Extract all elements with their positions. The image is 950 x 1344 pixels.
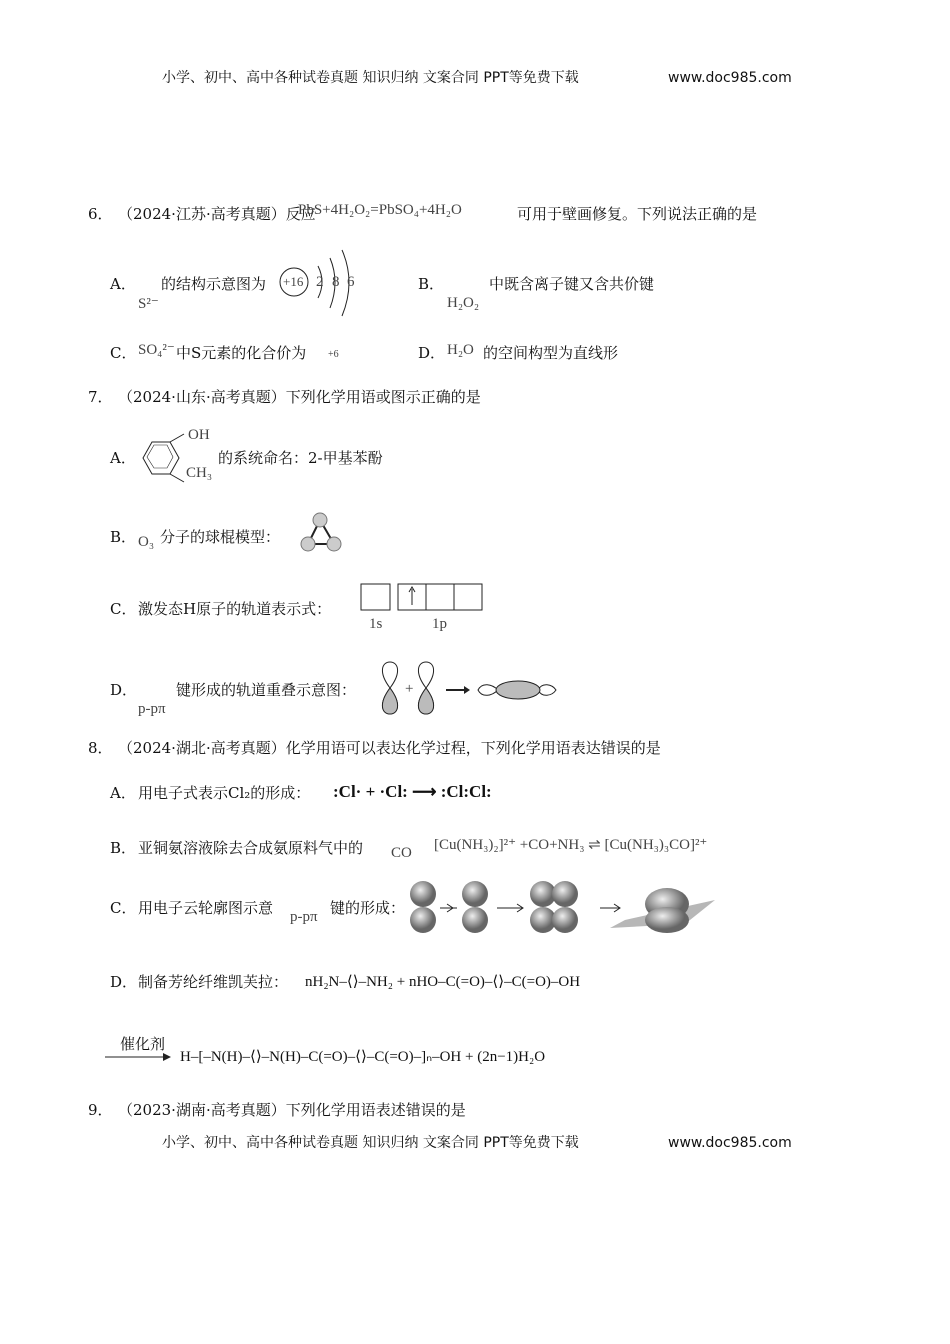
q6-a-text: 的结构示意图为 [161, 275, 267, 293]
q7-a-label: A． [110, 449, 136, 467]
q8-d-text: 制备芳纶纤维凯芙拉： [138, 973, 289, 991]
q8-d-reactants: nH₂N–⟨⟩–NH₂ + nHO–C(=O)–⟨⟩–C(=O)–OH [305, 974, 581, 990]
header-text: 小学、初中、高中各种试卷真题 知识归纳 文案合同 PPT等免费下载 [162, 70, 579, 86]
footer-text: 小学、初中、高中各种试卷真题 知识归纳 文案合同 PPT等免费下载 [162, 1135, 579, 1151]
shell-1: 2 [316, 274, 324, 290]
q6-d-text: 的空间构型为直线形 [483, 344, 619, 362]
q7-d-formula: p-pπ [138, 701, 166, 717]
orbital-boxes [360, 583, 485, 611]
label-1s: 1s [369, 616, 383, 632]
shell-3: 6 [347, 274, 355, 290]
q7-c-text: 激发态H原子的轨道表示式： [138, 600, 332, 618]
q7-a-text: 的系统命名：2-甲基苯酚 [218, 449, 383, 467]
q8-number: 8． [88, 739, 113, 757]
q7-d-text: 键形成的轨道重叠示意图： [176, 681, 357, 699]
q6-formula: PbS+4H₂O₂=PbSO₄+4H₂O [298, 202, 462, 218]
label-1p: 1p [432, 616, 447, 632]
q8-c-text: 用电子云轮廓图示意 [138, 899, 274, 917]
footer-url[interactable]: www.doc985.com [668, 1135, 792, 1151]
shell-2: 8 [332, 274, 340, 290]
q8-c-text2: 键的形成： [330, 899, 406, 917]
catalyst-label: 催化剂 [120, 1035, 166, 1053]
q8-b-label: B． [110, 839, 137, 857]
q6-stem: 可用于壁画修复。下列说法正确的是 [517, 205, 758, 223]
q8-d-product: H–[–N(H)–⟨⟩–N(H)–C(=O)–⟨⟩–C(=O)–]ₙ–OH + (2n−1)H₂O [180, 1049, 546, 1065]
q8-b-co: CO [391, 845, 412, 861]
reaction-arrow-icon [105, 1052, 175, 1062]
q7-b-text: 分子的球棍模型： [160, 528, 281, 546]
q6-d-formula: H₂O [447, 342, 474, 358]
cl2-electron-formula: :Cl· + ·Cl: ⟶ :Cl:Cl: [333, 782, 492, 801]
q7-c-label: C． [110, 600, 137, 618]
q6-b-label: B． [418, 275, 445, 293]
q8-c-formula: p-pπ [290, 909, 318, 925]
q9-stem: （2023·湖南·高考真题）下列化学用语表述错误的是 [118, 1101, 466, 1119]
electron-cloud-diagram [405, 880, 725, 936]
q6-b-formula: H₂O₂ [447, 295, 480, 311]
q6-source: （2024·江苏·高考真题）反应 [118, 205, 316, 223]
methyl-label: CH₃ [186, 465, 213, 481]
q8-a-text: 用电子式表示Cl₂的形成： [138, 784, 311, 802]
q7-b-formula: O₃ [138, 534, 155, 550]
q6-b-text: 中既含离子键又含共价键 [489, 275, 655, 293]
q7-number: 7． [88, 388, 113, 406]
q6-d-label: D． [418, 344, 446, 362]
nucleus-charge: +16 [283, 274, 304, 289]
benzene-ring-icon [140, 440, 190, 480]
hydroxyl-label: OH [188, 427, 210, 443]
q6-c-value: +6 [328, 349, 339, 360]
q9-number: 9． [88, 1101, 113, 1119]
q8-b-equation: [Cu(NH₃)₂]²⁺ +CO+NH₃ ⇌ [Cu(NH₃)₃CO]²⁺ [434, 837, 708, 853]
q6-c-formula: SO₄²⁻ [138, 342, 175, 358]
q7-stem: （2024·山东·高考真题）下列化学用语或图示正确的是 [118, 388, 481, 406]
q6-c-label: C． [110, 344, 137, 362]
q8-a-label: A． [110, 784, 136, 802]
q6-number: 6． [88, 205, 113, 223]
q8-stem: （2024·湖北·高考真题）化学用语可以表达化学过程，下列化学用语表达错误的是 [118, 739, 661, 757]
q8-b-text: 亚铜氨溶液除去合成氨原料气中的 [138, 839, 364, 857]
q7-d-label: D． [110, 681, 138, 699]
header-url[interactable]: www.doc985.com [668, 70, 792, 86]
q7-d-plus: + [405, 681, 414, 697]
ozone-ball-stick-model [300, 512, 346, 554]
q6-a-ion: S²⁻ [138, 296, 159, 312]
q6-a-label: A． [110, 275, 136, 293]
q7-b-label: B． [110, 528, 137, 546]
q8-d-label: D． [110, 973, 138, 991]
q8-c-label: C． [110, 899, 137, 917]
q6-c-text: 中S元素的化合价为 [176, 344, 307, 362]
